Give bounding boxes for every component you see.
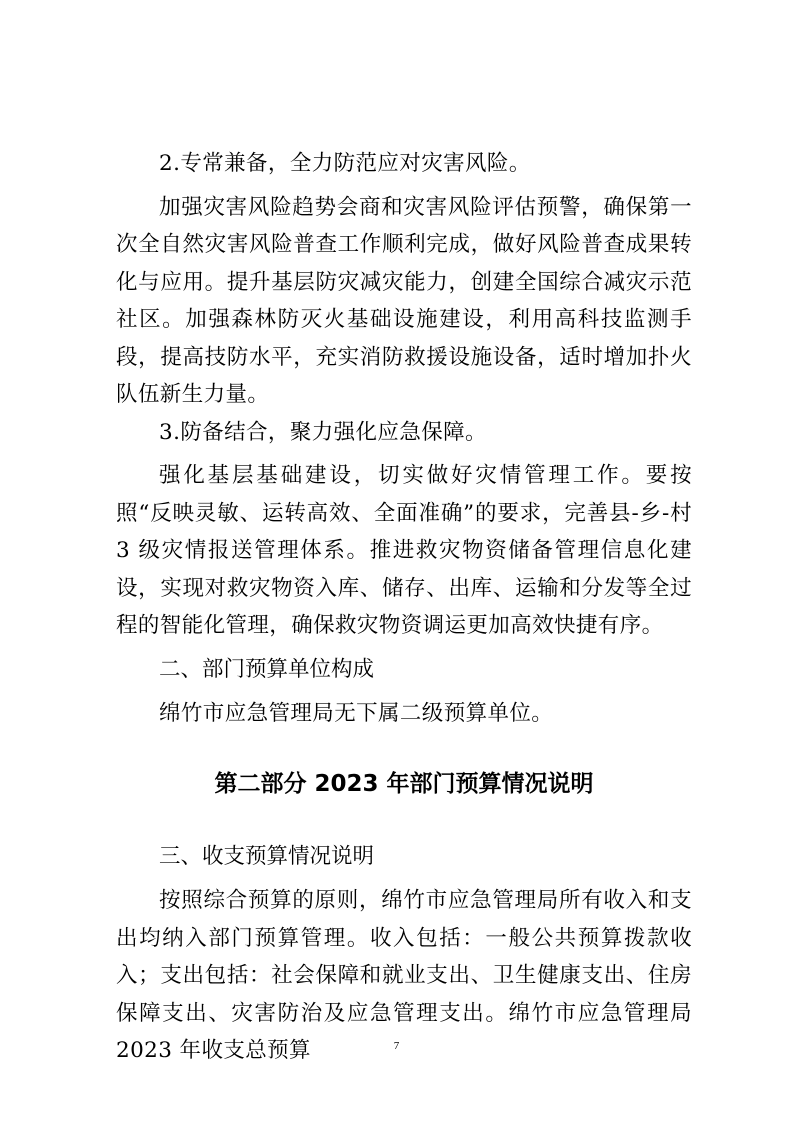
section-heading-budget-units: 二、部门预算单位构成: [159, 656, 375, 682]
subsection-heading-2: 2.专常兼备，全力防范应对灾害风险。: [159, 151, 531, 176]
subsection-heading-3: 3.防备结合，聚力强化应急保障。: [159, 419, 487, 445]
paragraph-revenue-expenditure: 按照综合预算的原则，绵竹市应急管理局所有收入和支出均纳入部门预算管理。收入包括：一般公共预算拨款收入；支出包括：社会保障和就业支出、卫生健康支出、住房保障支出、灾害防治及应急管理支出。绵竹市应急管理局2023 年收支总预算: [116, 888, 692, 1063]
paragraph-budget-units: 绵竹市应急管理局无下属二级预算单位。: [159, 700, 554, 726]
page-number: 7: [393, 1040, 400, 1052]
paragraph-emergency-support: 强化基层基础建设，切实做好灾情管理工作。要按照“反映灵敏、运转高效、全面准确”的要求，完善县-乡-村 3 级灾情报送管理体系。推进救灾物资储备管理信息化建设，实现对救灾物资入库、储存、出库、运输和分发等全过程的智能化管理，确保救灾物资调运更加高效快捷有序。: [116, 463, 692, 638]
paragraph-disaster-risk: 加强灾害风险趋势会商和灾害风险评估预警，确保第一次全自然灾害风险普查工作顺利完成，做好风险普查成果转化与应用。提升基层防灾减灾能力，创建全国综合减灾示范社区。加强森林防灭火基础设施建设，利用高科技监测手段，提高技防水平，充实消防救援设施设备，适时增加扑火队伍新生力量。: [116, 194, 692, 407]
section-heading-revenue-expenditure: 三、收支预算情况说明: [159, 844, 375, 869]
part-title: 第二部分 2023 年部门预算情况说明: [214, 771, 594, 797]
page-content: [116, 145, 692, 1070]
